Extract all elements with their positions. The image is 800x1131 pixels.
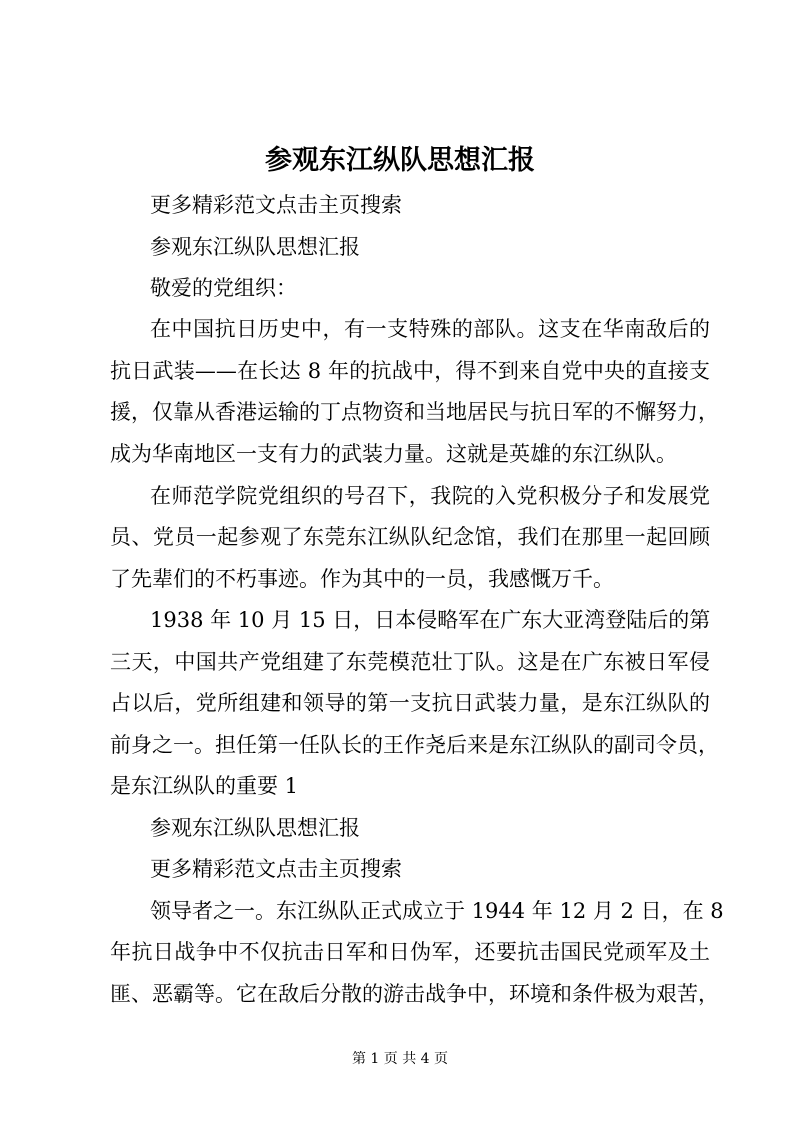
- text-line: 是东江纵队的重要 1: [110, 774, 299, 798]
- text-line: 更多精彩范文点击主页搜索: [150, 193, 402, 217]
- text-line: 在中国抗日历史中，有一支特殊的部队。这支在华南敌后的: [150, 317, 710, 341]
- text-line: 在师范学院党组织的号召下，我院的入党积极分子和发展党: [150, 484, 710, 508]
- document-title: 参观东江纵队思想汇报: [265, 145, 535, 176]
- text-line: 三天，中国共产党组建了东莞模范壮丁队。这是在广东被日军侵: [110, 650, 710, 674]
- text-line: 敬爱的党组织：: [150, 276, 297, 300]
- text-line: 年抗日战争中不仅抗击日军和日伪军，还要抗击国民党顽军及土: [110, 940, 710, 964]
- text-line: 参观东江纵队思想汇报: [150, 235, 360, 259]
- text-line: 援，仅靠从香港运输的丁点物资和当地居民与抗日军的不懈努力，: [110, 400, 719, 424]
- text-line: 匪、恶霸等。它在敌后分散的游击战争中，环境和条件极为艰苦，: [110, 982, 719, 1006]
- text-line: 员、党员一起参观了东莞东江纵队纪念馆，我们在那里一起回顾: [110, 525, 710, 549]
- page-footer: 第 1 页 共 4 页: [351, 1051, 449, 1067]
- text-line: 参观东江纵队思想汇报: [150, 816, 360, 840]
- text-line: 抗日武装——在长达 8 年的抗战中，得不到来自党中央的直接支: [110, 359, 710, 383]
- text-line: 更多精彩范文点击主页搜索: [150, 857, 402, 881]
- text-line: 成为华南地区一支有力的武装力量。这就是英雄的东江纵队。: [110, 442, 677, 466]
- text-line: 占以后，党所组建和领导的第一支抗日武装力量，是东江纵队的: [110, 691, 710, 715]
- text-line: 1938 年 10 月 15 日，日本侵略军在广东大亚湾登陆后的第: [150, 608, 711, 632]
- text-line: 了先辈们的不朽事迹。作为其中的一员，我感慨万千。: [110, 567, 614, 591]
- text-line: 领导者之一。东江纵队正式成立于 1944 年 12 月 2 日，在 8: [150, 899, 724, 923]
- text-line: 前身之一。担任第一任队长的王作尧后来是东江纵队的副司令员，: [110, 733, 719, 757]
